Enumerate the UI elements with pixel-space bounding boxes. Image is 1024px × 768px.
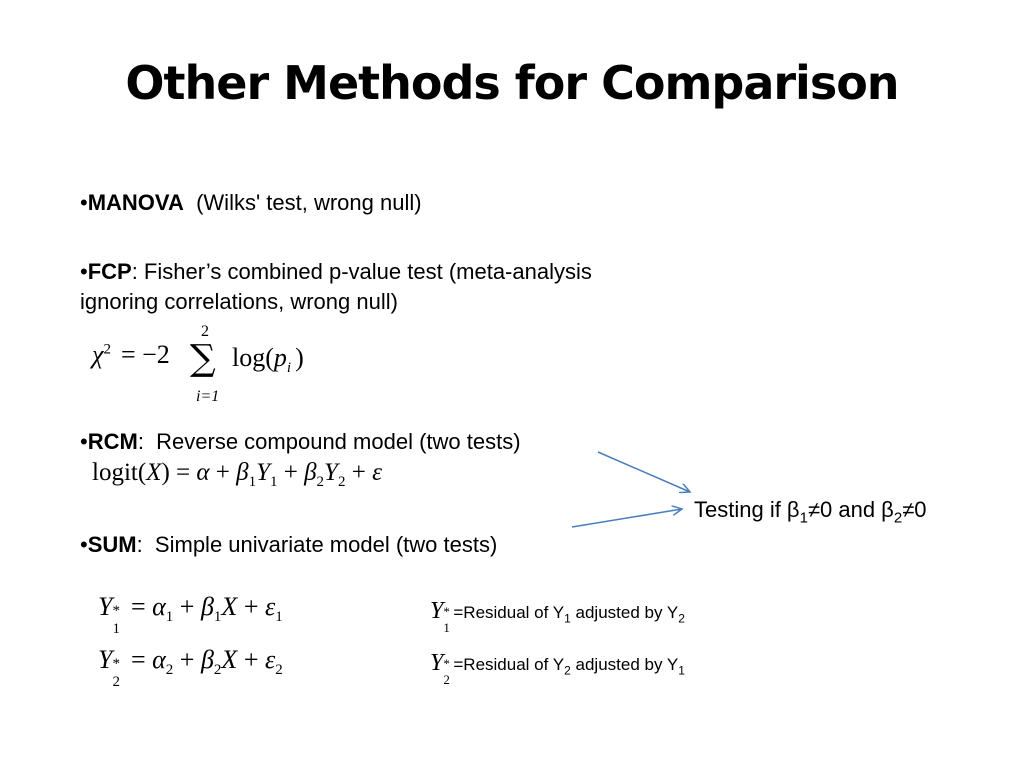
bullet-term: RCM (87, 429, 138, 454)
alpha-symbol: α (152, 592, 166, 621)
logit-open: logit( (92, 459, 147, 486)
y-superscript: * (443, 656, 450, 671)
epsilon-symbol: ε (264, 592, 276, 621)
y-subscript: 1 (112, 621, 120, 637)
bullet-marker: • (80, 190, 88, 215)
testing-mid: ≠0 and β (807, 497, 894, 522)
beta-subscript: 1 (248, 474, 257, 490)
bullet-marker: • (80, 429, 88, 454)
residual-sub-a: 2 (564, 663, 571, 678)
alpha-subscript: 2 (165, 662, 174, 679)
beta-symbol: β (200, 645, 214, 674)
y-symbol: Y (324, 459, 338, 486)
sum-lower-limit: i=1 (196, 388, 220, 405)
arrow-from-rcm (598, 452, 690, 492)
bullet-term: SUM (87, 532, 137, 557)
bullet-text: : Simple univariate model (two tests) (136, 532, 498, 557)
log-open: log( (232, 343, 274, 372)
y-subscript: 1 (269, 474, 278, 490)
beta-subscript: 2 (213, 662, 222, 679)
p-subscript: i (286, 360, 292, 377)
y-superscript: * (112, 603, 120, 619)
residual-sub-b: 1 (678, 663, 685, 678)
residual-text-b: adjusted by Y (570, 655, 679, 674)
plus-sign: + (173, 592, 201, 621)
bullet-text-line2: ignoring correlations, wrong null) (80, 289, 398, 314)
alpha-subscript: 1 (165, 609, 174, 626)
x-symbol: X (221, 592, 238, 621)
equals-sign: = (169, 459, 197, 486)
epsilon-symbol: ε (264, 645, 276, 674)
bullet-marker: • (80, 259, 88, 284)
equals-sign: = (124, 592, 153, 621)
residual-sub-a: 1 (564, 611, 571, 626)
plus-sign: + (209, 459, 237, 486)
p-symbol: p (273, 343, 287, 372)
bullet-term: FCP (87, 259, 132, 284)
y-subscript: 1 (443, 620, 450, 635)
y-symbol: Y (430, 598, 444, 624)
y-subscript: 2 (112, 674, 120, 690)
testing-sub-2: 2 (893, 509, 903, 527)
y-symbol: Y (98, 645, 113, 674)
y-superscript: * (443, 604, 450, 619)
log-close: ) (295, 343, 304, 372)
epsilon-subscript: 2 (275, 662, 283, 679)
testing-prefix: Testing if β (694, 497, 800, 522)
plus-sign: + (173, 645, 201, 674)
residual-text-a: =Residual of Y (453, 655, 565, 674)
plus-sign: + (277, 459, 305, 486)
y-superscript: * (112, 656, 120, 672)
beta-symbol: β (304, 459, 317, 486)
bullet-marker: • (80, 532, 88, 557)
y-symbol: Y (256, 459, 270, 486)
equals-sign: = (124, 645, 153, 674)
plus-sign: + (237, 592, 265, 621)
epsilon-subscript: 1 (275, 609, 283, 626)
residual-text-a: =Residual of Y (453, 603, 565, 622)
sum-upper-limit: 2 (201, 323, 209, 340)
beta-symbol: β (200, 592, 214, 621)
bullet-term: MANOVA (87, 190, 184, 215)
plus-sign: + (237, 645, 265, 674)
slide-title: Other Methods for Comparison (125, 56, 899, 110)
arrow-from-sum (572, 509, 682, 527)
x-symbol: X (146, 459, 162, 486)
epsilon-symbol: ε (372, 459, 382, 486)
equals-minus-two: = −2 (120, 340, 170, 369)
x-symbol: X (221, 645, 238, 674)
bullet-text: (Wilks' test, wrong null) (183, 190, 422, 215)
bullet-text: : Fisher’s combined p-value test (meta-analysis (131, 259, 592, 284)
sigma-symbol: ∑ (190, 338, 216, 379)
testing-suffix: ≠0 (902, 497, 927, 522)
chi-symbol: χ (92, 340, 104, 369)
y-symbol: Y (430, 650, 444, 676)
y-subscript: 2 (443, 672, 450, 687)
bullet-text: : Reverse compound model (two tests) (137, 429, 521, 454)
beta-symbol: β (236, 459, 249, 486)
y-subscript: 2 (337, 474, 346, 490)
residual-sub-b: 2 (678, 611, 685, 626)
beta-subscript: 2 (316, 474, 325, 490)
y-symbol: Y (98, 592, 113, 621)
logit-close: ) (161, 459, 170, 486)
alpha-symbol: α (196, 459, 210, 486)
plus-sign: + (345, 459, 373, 486)
testing-sub-1: 1 (799, 509, 808, 527)
alpha-symbol: α (152, 645, 166, 674)
beta-subscript: 1 (213, 609, 222, 626)
residual-text-b: adjusted by Y (570, 603, 679, 622)
chi-exponent: 2 (103, 341, 111, 358)
